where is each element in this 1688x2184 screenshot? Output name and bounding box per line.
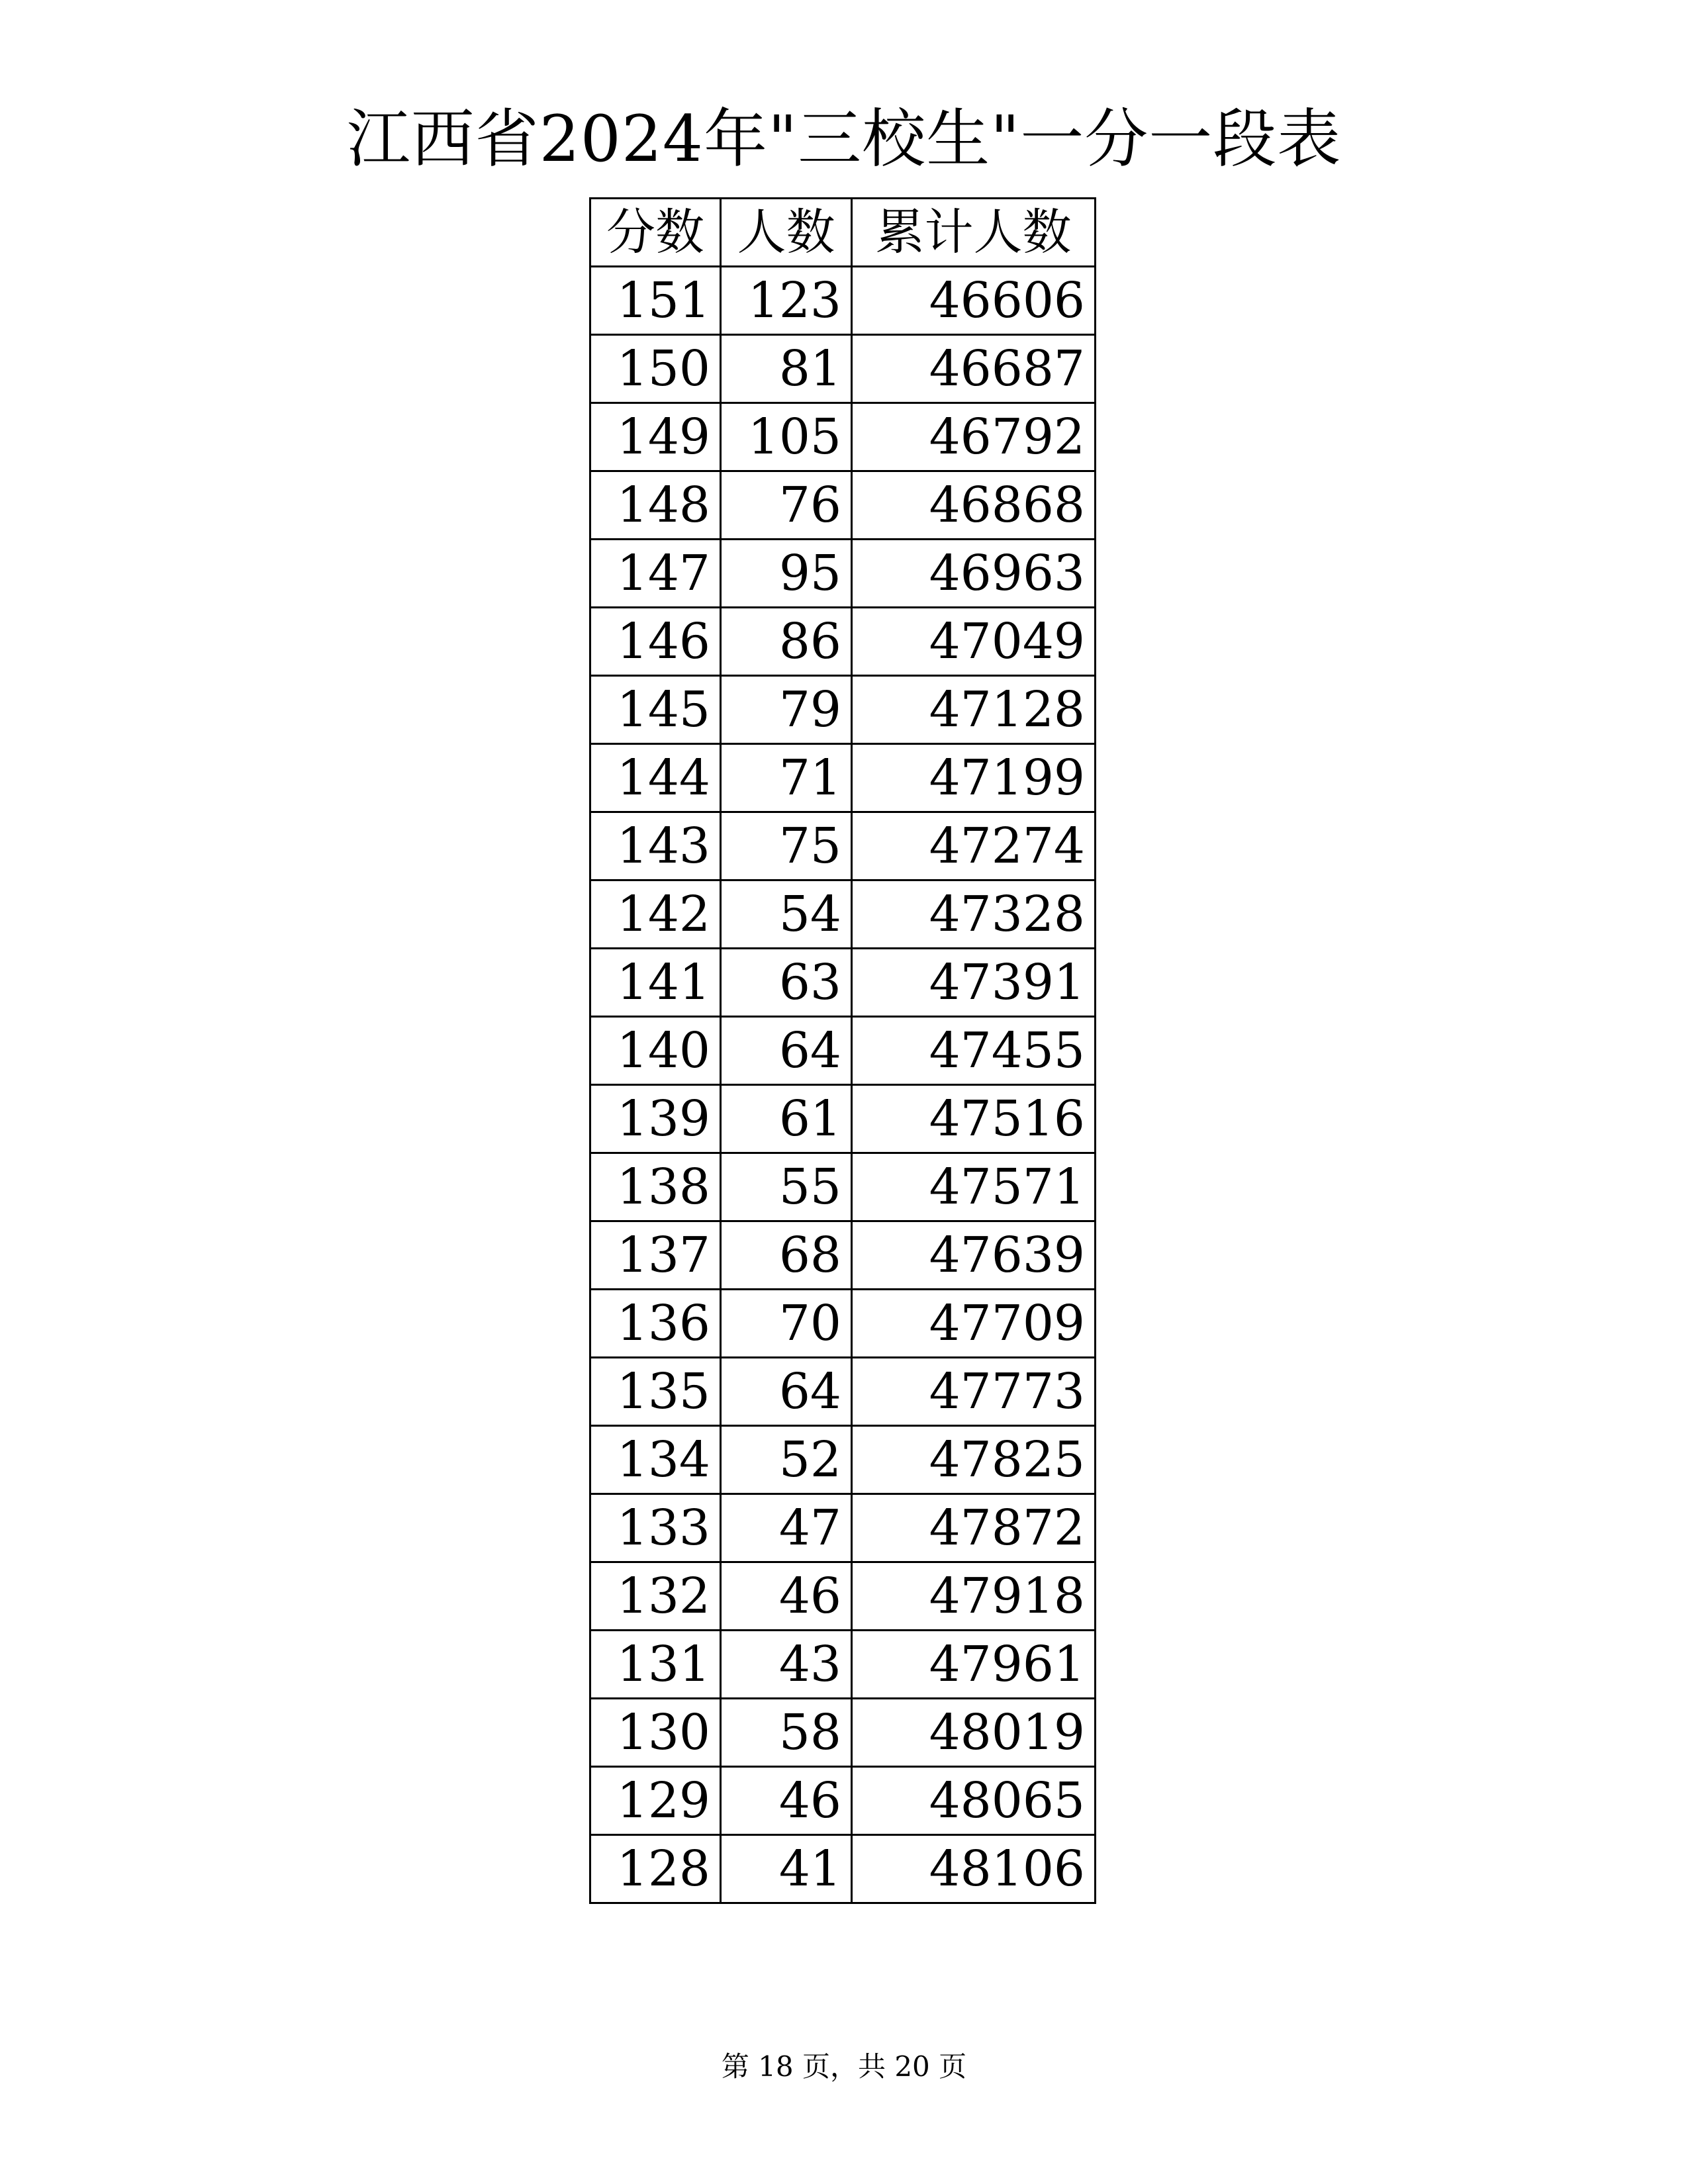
cell-count: 52 [721, 1426, 852, 1494]
table-row [590, 949, 1096, 1017]
cell-cumulative: 47516 [852, 1085, 1096, 1153]
table-row [590, 1562, 1096, 1631]
table-header-row [590, 199, 1096, 267]
cell-count: 71 [721, 744, 852, 812]
cell-cumulative: 47455 [852, 1017, 1096, 1085]
table-row [590, 1767, 1096, 1835]
table-row [590, 1221, 1096, 1290]
cell-score: 143 [590, 812, 721, 880]
cell-score: 134 [590, 1426, 721, 1494]
table-row [590, 1153, 1096, 1221]
cell-count: 46 [721, 1562, 852, 1631]
table-row [590, 1017, 1096, 1085]
table-row [590, 1494, 1096, 1562]
cell-count: 86 [721, 608, 852, 676]
cell-score: 148 [590, 471, 721, 540]
table-row [590, 880, 1096, 949]
cell-score: 133 [590, 1494, 721, 1562]
cell-score: 135 [590, 1358, 721, 1426]
cell-score: 128 [590, 1835, 721, 1903]
cell-count: 46 [721, 1767, 852, 1835]
cell-count: 105 [721, 403, 852, 471]
cell-cumulative: 46606 [852, 267, 1096, 335]
page-footer: 第 18 页，共 20 页 [721, 2050, 967, 2083]
cell-cumulative: 47961 [852, 1631, 1096, 1699]
cell-score: 131 [590, 1631, 721, 1699]
cell-score: 149 [590, 403, 721, 471]
table-row [590, 608, 1096, 676]
cell-cumulative: 48065 [852, 1767, 1096, 1835]
table-row [590, 744, 1096, 812]
cell-cumulative: 47825 [852, 1426, 1096, 1494]
table-row [590, 267, 1096, 335]
cell-count: 55 [721, 1153, 852, 1221]
cell-score: 144 [590, 744, 721, 812]
cell-score: 150 [590, 335, 721, 403]
table-row [590, 540, 1096, 608]
cell-score: 130 [590, 1699, 721, 1767]
cell-cumulative: 46868 [852, 471, 1096, 540]
cell-count: 95 [721, 540, 852, 608]
cell-cumulative: 47199 [852, 744, 1096, 812]
cell-cumulative: 46687 [852, 335, 1096, 403]
table-body [590, 267, 1096, 1903]
header-score: 分数 [590, 199, 721, 267]
cell-count: 64 [721, 1017, 852, 1085]
cell-count: 75 [721, 812, 852, 880]
cell-cumulative: 47274 [852, 812, 1096, 880]
table-row [590, 471, 1096, 540]
cell-cumulative: 46963 [852, 540, 1096, 608]
cell-count: 81 [721, 335, 852, 403]
cell-count: 61 [721, 1085, 852, 1153]
cell-score: 139 [590, 1085, 721, 1153]
header-count: 人数 [721, 199, 852, 267]
table-row [590, 676, 1096, 744]
table-row [590, 1358, 1096, 1426]
cell-cumulative: 46792 [852, 403, 1096, 471]
cell-score: 129 [590, 1767, 721, 1835]
cell-count: 79 [721, 676, 852, 744]
cell-cumulative: 47328 [852, 880, 1096, 949]
cell-score: 136 [590, 1290, 721, 1358]
cell-count: 76 [721, 471, 852, 540]
cell-score: 137 [590, 1221, 721, 1290]
cell-cumulative: 47872 [852, 1494, 1096, 1562]
cell-cumulative: 47049 [852, 608, 1096, 676]
cell-count: 68 [721, 1221, 852, 1290]
cell-cumulative: 47639 [852, 1221, 1096, 1290]
cell-cumulative: 47128 [852, 676, 1096, 744]
cell-count: 123 [721, 267, 852, 335]
table-row [590, 1835, 1096, 1903]
cell-score: 132 [590, 1562, 721, 1631]
cell-score: 151 [590, 267, 721, 335]
table-row [590, 1085, 1096, 1153]
cell-count: 43 [721, 1631, 852, 1699]
cell-score: 146 [590, 608, 721, 676]
cell-cumulative: 47773 [852, 1358, 1096, 1426]
cell-score: 140 [590, 1017, 721, 1085]
cell-cumulative: 48019 [852, 1699, 1096, 1767]
cell-cumulative: 47709 [852, 1290, 1096, 1358]
table-row [590, 1631, 1096, 1699]
cell-cumulative: 47571 [852, 1153, 1096, 1221]
table-row [590, 1699, 1096, 1767]
cell-cumulative: 48106 [852, 1835, 1096, 1903]
cell-cumulative: 47918 [852, 1562, 1096, 1631]
cell-score: 145 [590, 676, 721, 744]
table-row [590, 335, 1096, 403]
cell-count: 58 [721, 1699, 852, 1767]
cell-count: 47 [721, 1494, 852, 1562]
table-row [590, 1426, 1096, 1494]
cell-score: 142 [590, 880, 721, 949]
table-row [590, 403, 1096, 471]
cell-count: 54 [721, 880, 852, 949]
cell-count: 64 [721, 1358, 852, 1426]
cell-count: 41 [721, 1835, 852, 1903]
cell-count: 70 [721, 1290, 852, 1358]
cell-count: 63 [721, 949, 852, 1017]
cell-score: 138 [590, 1153, 721, 1221]
score-distribution-table [589, 197, 1096, 1904]
document-title: 江西省2024年"三校生"一分一段表 [346, 102, 1342, 176]
cell-score: 147 [590, 540, 721, 608]
cell-score: 141 [590, 949, 721, 1017]
table-row [590, 812, 1096, 880]
table-row [590, 1290, 1096, 1358]
header-cumulative: 累计人数 [852, 199, 1096, 267]
cell-cumulative: 47391 [852, 949, 1096, 1017]
